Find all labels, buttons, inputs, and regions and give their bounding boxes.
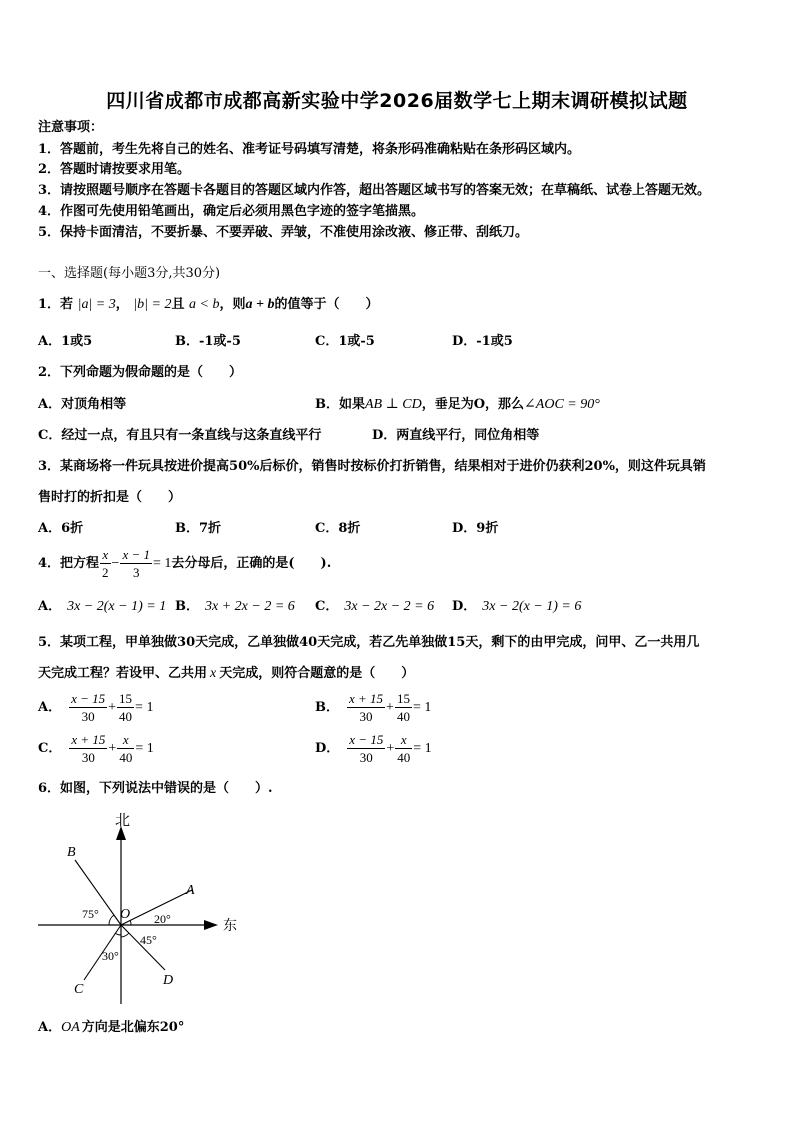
q5-option-d: [315, 731, 432, 766]
option-fraction-2: [117, 731, 134, 766]
north-label: 北: [115, 811, 131, 829]
point-b-label: B: [67, 845, 76, 860]
option-equals: = 1: [135, 700, 154, 715]
q1-expression: a + b: [245, 297, 275, 312]
east-label: 东: [223, 918, 237, 934]
fraction-numerator: x − 15: [349, 732, 384, 747]
option-label: C．: [315, 599, 339, 614]
q2-option-d: D．两直线平行，同位角相等: [372, 428, 540, 443]
option-label: D．: [452, 599, 477, 614]
fraction-denominator: 40: [119, 709, 133, 724]
point-d-label: D: [163, 973, 174, 988]
angle-mark-d: [121, 933, 129, 937]
q2-option-a: A．对顶角相等: [38, 397, 127, 412]
question-2: 2．下列命题为假命题的是（ ）: [38, 365, 243, 380]
fraction-numerator: x − 15: [71, 691, 106, 706]
point-c-label: C: [74, 982, 84, 997]
fraction-denominator: 30: [81, 750, 95, 765]
q4-text-pre: 4．把方程: [38, 556, 100, 571]
q6-option-a-math: OA: [61, 1020, 80, 1035]
q2-option-b-angle: ∠AOC = 90°: [524, 397, 600, 412]
option-label: C．: [38, 741, 62, 756]
q5-variable: x: [210, 666, 217, 681]
fraction-numerator: 15: [396, 691, 410, 706]
direction-diagram: [30, 808, 250, 1008]
section-heading: 一、选择题(每小题3分,共30分): [38, 266, 221, 281]
question-6: 6．如图，下列说法中错误的是（ ）.: [38, 781, 273, 796]
question-1: [38, 296, 378, 313]
point-o-label: O: [120, 907, 131, 922]
fraction-denominator: 40: [396, 709, 410, 724]
point-a-label: A: [186, 883, 195, 898]
notice-item-4: 4．作图可先使用铅笔画出，确定后必须用黑色字迹的签字笔描黑。: [38, 204, 425, 219]
q5-option-b: [315, 690, 431, 725]
angle-label-30: 30°: [102, 949, 119, 963]
option-fraction-1: [347, 731, 385, 766]
fraction-numerator: x + 15: [71, 732, 106, 747]
option-math: 3x − 2(x − 1) = 6: [482, 599, 582, 614]
q4-option-d: [452, 598, 581, 615]
q1-post: 的值等于（ ）: [274, 297, 379, 312]
fraction-numerator: x + 15: [349, 691, 384, 706]
option-fraction-2: [395, 731, 412, 766]
option-label: A．: [38, 700, 62, 715]
question-3-line-2: 售时打的折扣是（ ）: [38, 490, 182, 505]
plus-sign: +: [386, 741, 395, 756]
q4-text-post: 去分母后，正确的是( ).: [171, 556, 332, 571]
angle-label-45: 45°: [140, 933, 157, 947]
option-equals: = 1: [135, 741, 154, 756]
angle-label-75: 75°: [82, 907, 99, 921]
notice-item-3: 3．请按照题号顺序在答题卡各题目的答题区域内作答，超出答题区域书写的答案无效；在草稿纸、试卷上答题无效。: [38, 183, 711, 198]
option-equals: = 1: [413, 741, 432, 756]
q1-option-b: B．-1或-5: [175, 334, 241, 349]
option-label: A．: [38, 599, 62, 614]
option-math: 3x + 2x − 2 = 6: [205, 599, 295, 614]
option-fraction-1: [347, 690, 385, 725]
question-3-line-1: 3．某商场将一件玩具按进价提高50%后标价，销售时按标价打折销售，结果相对于进价仍获利20%，则这件玩具销: [38, 459, 706, 474]
question-number: 1．: [38, 297, 61, 312]
fraction-numerator: 15: [119, 691, 133, 706]
question-5-line-2: [38, 665, 414, 682]
fraction-denominator: 30: [81, 709, 95, 724]
q5-option-c: [38, 731, 154, 766]
q4-fraction-2: [120, 546, 152, 581]
fraction-numerator: x: [117, 731, 134, 749]
q4-fraction-1: [100, 546, 111, 581]
q2-option-c: C．经过一点，有且只有一条直线与这条直线平行: [38, 428, 322, 443]
q4-option-a: [38, 598, 166, 615]
fraction-denominator: 40: [397, 750, 411, 765]
angle-mark-c: [115, 933, 121, 935]
q3-option-b: B．7折: [175, 521, 222, 536]
q2-option-b-mid: ，垂足为O，那么: [421, 397, 525, 412]
notice-item-2: 2．答题时请按要求用笔。: [38, 162, 191, 177]
question-5-line-1: 5．某项工程，甲单独做30天完成，乙单独做40天完成，若乙先单独做15天，剩下的由甲完成，问甲、乙一共用几: [38, 635, 700, 650]
q1-condition: a < b: [189, 297, 220, 312]
q1-option-d: D．-1或5: [452, 334, 513, 349]
fraction-denominator: 2: [102, 565, 109, 580]
q2-option-b-math: AB ⊥ CD: [365, 397, 422, 412]
notice-heading: 注意事项：: [38, 120, 104, 135]
option-fraction-1: [69, 731, 107, 766]
q6-option-a: [38, 1019, 184, 1036]
q6-option-a-text: 方向是北偏东20°: [81, 1020, 185, 1035]
fraction-numerator: x − 1: [122, 547, 150, 562]
option-label: A．: [38, 1020, 62, 1035]
option-fraction-2: [117, 690, 134, 725]
option-label: B．: [315, 700, 339, 715]
angle-mark-b: [109, 915, 114, 925]
fraction-numerator: x: [100, 546, 111, 564]
q3-option-a: A．6折: [38, 521, 84, 536]
angle-mark-a: [130, 920, 131, 925]
q3-option-d: D．9折: [452, 521, 499, 536]
angle-label-20: 20°: [154, 912, 171, 926]
ray-od: [121, 925, 165, 970]
option-label: B．: [175, 599, 199, 614]
notice-item-5: 5．保持卡面清洁，不要折暴、不要弄破、弄皱，不准使用涂改液、修正带、刮纸刀。: [38, 225, 529, 240]
q4-equals: = 1: [153, 556, 172, 571]
fraction-denominator: 30: [359, 709, 373, 724]
plus-sign: +: [108, 741, 117, 756]
option-fraction-2: [395, 690, 412, 725]
plus-sign: +: [386, 700, 394, 715]
option-label: D．: [315, 741, 340, 756]
q1-cond-pre: 且: [171, 297, 185, 312]
q1-text-pre: 若: [60, 297, 74, 312]
option-math: 3x − 2x − 2 = 6: [344, 599, 435, 614]
q1-abs-a: |a| = 3: [77, 297, 116, 312]
q2-option-b: [315, 396, 600, 413]
option-equals: = 1: [412, 700, 432, 715]
question-4: [38, 546, 331, 581]
q4-minus: −: [111, 556, 120, 571]
notice-item-1: 1．答题前，考生先将自己的姓名、准考证号码填写清楚，将条形码准确粘贴在条形码区域内。: [38, 142, 581, 157]
fraction-denominator: 30: [359, 750, 373, 765]
plus-sign: +: [108, 700, 117, 715]
q5-line-2-pre: 天完成工程？若设甲、乙共用: [38, 666, 208, 681]
q1-abs-b: |b| = 2: [133, 297, 172, 312]
q3-option-c: C．8折: [315, 521, 361, 536]
q5-line-2-post: 天完成，则符合题意的是（ ）: [219, 666, 415, 681]
fraction-numerator: x: [395, 731, 412, 749]
q1-sep: ，: [115, 297, 129, 312]
q1-mid: ，则: [219, 297, 246, 312]
east-arrow-icon: [204, 920, 218, 930]
q1-option-c: C．1或-5: [315, 334, 375, 349]
q4-option-c: [315, 598, 434, 615]
q1-option-a: A．1或5: [38, 334, 93, 349]
option-math: 3x − 2(x − 1) = 1: [67, 599, 167, 614]
q4-option-b: [175, 598, 295, 615]
option-fraction-1: [69, 690, 107, 725]
fraction-denominator: 40: [119, 750, 133, 765]
q5-option-a: [38, 690, 153, 725]
page-title: 四川省成都市成都高新实验中学2026届数学七上期末调研模拟试题: [106, 90, 688, 112]
fraction-denominator: 3: [132, 565, 140, 580]
q2-option-b-pre: B．如果: [315, 397, 365, 412]
